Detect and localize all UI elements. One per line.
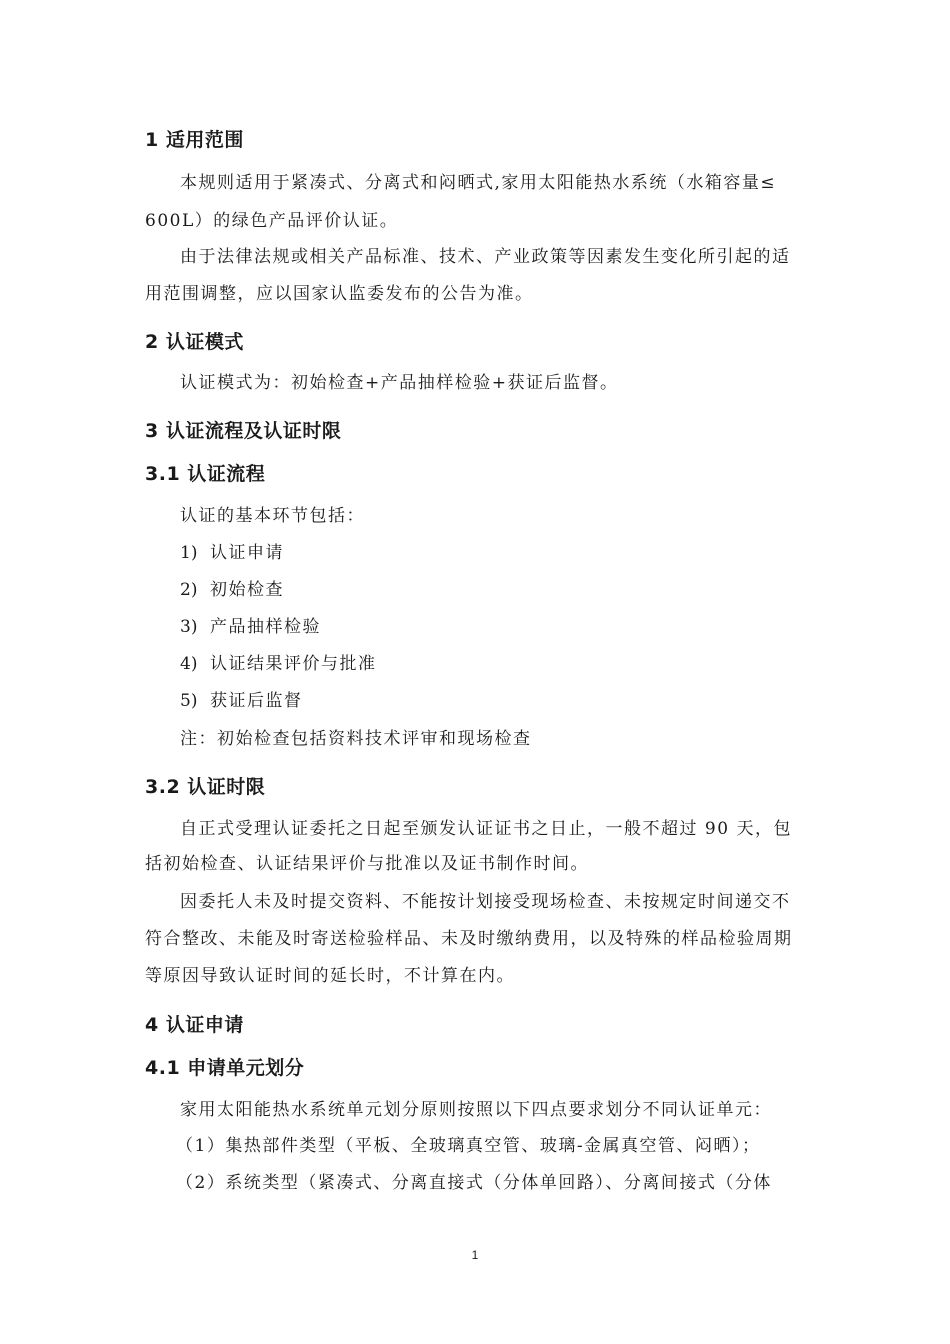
section-4-heading: 4 认证申请 [145, 1014, 244, 1036]
section-3-2-paragraph-1-line-1: 自正式受理认证委托之日起至颁发认证证书之日止，一般不超过 90 天，包 [180, 819, 792, 839]
section-1-paragraph-1-line-2: 600L）的绿色产品评价认证。 [145, 211, 399, 231]
section-1-paragraph-1-line-1: 本规则适用于紧凑式、分离式和闷晒式,家用太阳能热水系统（水箱容量≤ [180, 173, 777, 193]
section-3-2-paragraph-2-line-3: 等原因导致认证时间的延长时，不计算在内。 [145, 966, 515, 986]
list-item-text: 认证结果评价与批准 [210, 654, 377, 674]
list-item-number: 5) [180, 691, 198, 711]
section-3-1-heading: 3.1 认证流程 [145, 463, 266, 485]
list-item [180, 541, 284, 565]
section-3-1-note: 注：初始检查包括资料技术评审和现场检查 [180, 729, 532, 749]
list-item [180, 615, 321, 639]
section-1-heading: 1 适用范围 [145, 129, 244, 151]
section-3-2-paragraph-2-line-1: 因委托人未及时提交资料、不能按计划接受现场检查、未按规定时间递交不 [180, 892, 791, 912]
section-3-heading: 3 认证流程及认证时限 [145, 420, 342, 442]
section-3-2-paragraph-1-line-2: 括初始检查、认证结果评价与批准以及证书制作时间。 [145, 854, 589, 874]
list-item [180, 578, 284, 602]
list-item-text: 初始检查 [210, 580, 284, 600]
section-3-2-paragraph-2-line-2: 符合整改、未能及时寄送检验样品、未及时缴纳费用，以及特殊的样品检验周期 [145, 929, 793, 949]
section-4-1-intro: 家用太阳能热水系统单元划分原则按照以下四点要求划分不同认证单元： [180, 1100, 772, 1120]
list-item-number: 1) [180, 543, 198, 563]
list-item [180, 689, 303, 713]
section-4-1-heading: 4.1 申请单元划分 [145, 1057, 305, 1079]
section-3-2-heading: 3.2 认证时限 [145, 776, 266, 798]
list-item-text: 认证申请 [210, 543, 284, 563]
section-4-1-item-2: （2）系统类型（紧凑式、分离直接式（分体单回路）、分离间接式（分体 [176, 1173, 772, 1193]
list-item-number: 2) [180, 580, 198, 600]
list-item-text: 产品抽样检验 [210, 617, 321, 637]
section-1-paragraph-2-line-2: 用范围调整，应以国家认监委发布的公告为准。 [145, 284, 534, 304]
page-number: 1 [471, 1248, 479, 1262]
section-1-paragraph-2-line-1: 由于法律法规或相关产品标准、技术、产业政策等因素发生变化所引起的适 [180, 247, 791, 267]
section-3-1-intro: 认证的基本环节包括： [180, 506, 365, 526]
list-item [180, 652, 377, 676]
list-item-text: 获证后监督 [210, 691, 303, 711]
section-4-1-item-1: （1）集热部件类型（平板、全玻璃真空管、玻璃-金属真空管、闷晒）； [176, 1136, 761, 1156]
section-2-paragraph: 认证模式为：初始检查+产品抽样检验+获证后监督。 [180, 373, 619, 393]
list-item-number: 4) [180, 654, 198, 674]
section-2-heading: 2 认证模式 [145, 331, 244, 353]
list-item-number: 3) [180, 617, 198, 637]
